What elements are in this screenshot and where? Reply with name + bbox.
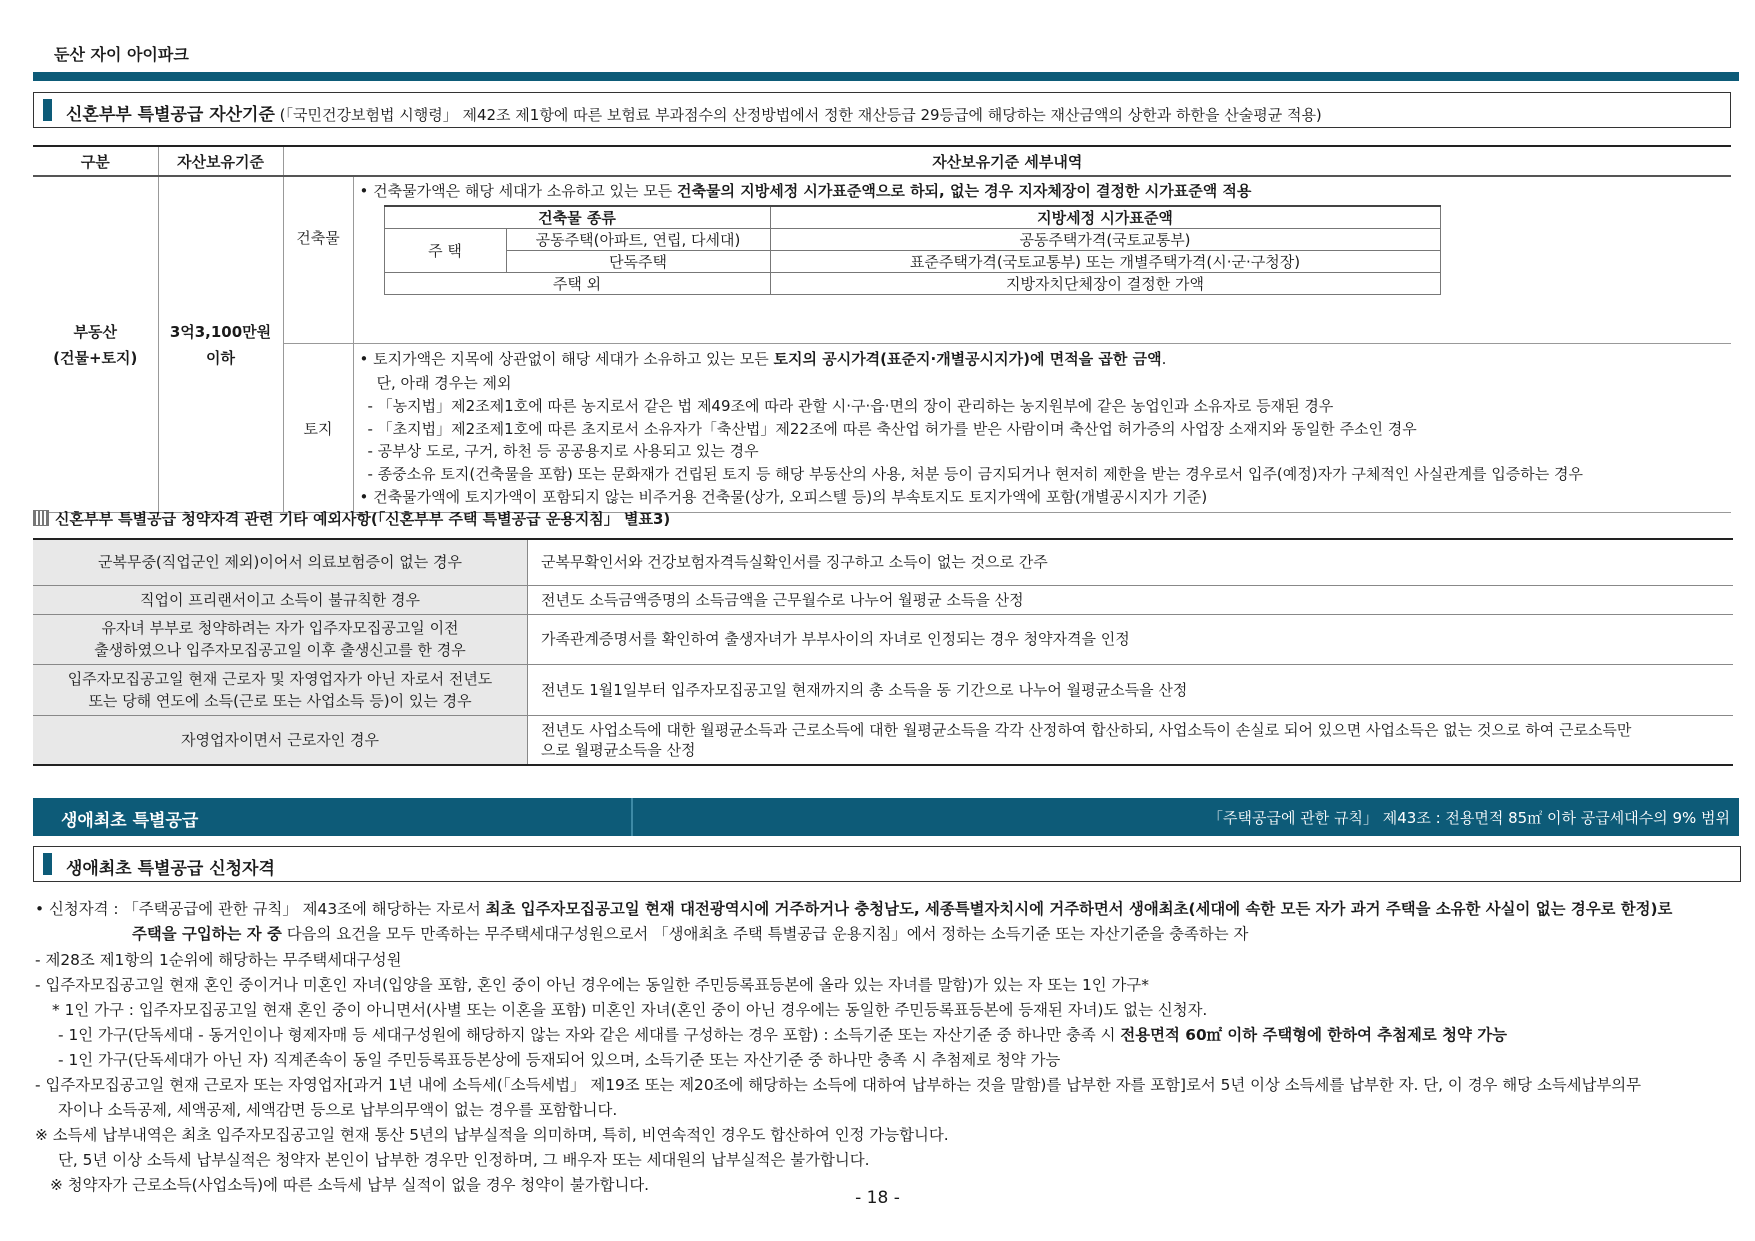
land-label: 토지 — [283, 344, 353, 513]
housing-label: 주 택 — [384, 229, 506, 273]
inner-row — [384, 273, 1440, 295]
building-description — [360, 180, 1252, 201]
inner-header-price: 지방세정 시가표준액 — [770, 206, 1440, 229]
table-row — [33, 585, 1733, 614]
eligibility-heading — [33, 846, 1741, 882]
building-type: 주택 외 — [384, 273, 770, 295]
page-number: - 18 - — [855, 1188, 900, 1208]
exception-rule: 전년도 소득금액증명의 소득금액을 근무월수로 나누어 월평균 소득을 산정 — [528, 585, 1734, 614]
exception-case: 입주자모집공고일 현재 근로자 및 자영업자가 아닌 자로서 전년도 또는 당해 연도에 소득(근로 또는 사업소득 등)이 있는 경우 — [33, 664, 528, 715]
eligibility-line: 단, 5년 이상 소득세 납부실적은 청약자 본인이 납부한 경우만 인정하며, 그 배우자 또는 세대원의 납부실적은 불가합니다. — [58, 1151, 870, 1169]
eligibility-line: - 1인 가구(단독세대가 아닌 자) 직계존속이 동일 주민등록표등본상에 등재되어 있으며, 소득기준 또는 자산기준 중 하나만 충족 시 추첨제로 청약 가능 — [58, 1051, 1061, 1069]
first-home-title: 생애최초 특별공급 — [61, 811, 199, 831]
exception-case: 유자녀 부부로 청약하려는 자가 입주자모집공고일 이전 출생하였으나 입주자모집공고일 이후 출생신고를 한 경우 — [33, 614, 528, 664]
exception-case: 직업이 프리랜서이고 소득이 불규칙한 경우 — [33, 585, 528, 614]
eligibility-line — [132, 922, 1248, 944]
table-row — [33, 614, 1733, 664]
building-detail-cell — [353, 176, 1731, 344]
table-header-row — [33, 146, 1731, 176]
eligibility-line: - 입주자모집공고일 현재 근로자 또는 자영업자[과거 1년 내에 소득세(「소득세법」 제19조 또는 제20조에 해당하는 소득에 대하여 납부하는 것을 말함)를 납부한 자를 포함]로서 5년 이상 소득세를 납부한 자. 단, 이 경우 해당 소득세납부의무 — [35, 1076, 1642, 1094]
exception-rule: 전년도 1월1일부터 입주자모집공고일 현재까지의 총 소득을 동 기간으로 나누어 월평균소득을 산정 — [528, 664, 1734, 715]
inner-row — [384, 229, 1440, 251]
standard-limit: 이하 — [206, 348, 235, 367]
table-row — [33, 664, 1733, 715]
building-price-table — [384, 205, 1441, 295]
eligibility-line: - 제28조 제1항의 1순위에 해당하는 무주택세대구성원 — [35, 951, 402, 969]
land-text: • 토지가액은 지목에 상관없이 해당 세대가 소유하고 있는 모든 — [359, 350, 774, 368]
top-rule — [33, 72, 1739, 81]
exception-case: 자영업자이면서 근로자인 경우 — [33, 715, 528, 765]
land-emphasis: 토지의 공시가격(표준지·개별공시지가)에 면적을 곱한 금액 — [773, 350, 1162, 368]
category-cell — [33, 176, 158, 513]
land-line: 단, 아래 경우는 제외 — [376, 374, 512, 392]
asset-section-heading — [33, 92, 1731, 128]
land-line — [360, 348, 1167, 369]
eligibility-heading-text: 생애최초 특별공급 신청자격 — [66, 859, 275, 879]
table-row — [33, 539, 1733, 585]
asset-heading-title: 신혼부부 특별공급 자산기준 — [66, 105, 275, 125]
eligibility-line — [35, 897, 1672, 919]
first-home-rule-note: 「주택공급에 관한 규칙」 제43조 : 전용면적 85㎡ 이하 공급세대수의 9% 범위 — [1208, 809, 1730, 827]
table-row — [33, 715, 1733, 765]
exception-rule: 가족관계증명서를 확인하여 출생자녀가 부부사이의 자녀로 인정되는 경우 청약자격을 인정 — [528, 614, 1734, 664]
heading-accent-bar — [43, 99, 52, 121]
category-sub: (건물+토지) — [53, 348, 138, 367]
inner-row — [384, 251, 1440, 273]
heading-accent-bar — [43, 853, 52, 875]
land-row — [33, 344, 1731, 513]
building-label: 건축물 — [283, 176, 353, 344]
inner-header-row — [384, 206, 1440, 229]
asset-heading-note: (「국민건강보험법 시행령」 제42조 제1항에 따른 보험료 부과점수의 산정방법에서 정한 재산등급 29등급에 해당하는 재산금액의 상한과 하한을 산술평균 적용) — [274, 106, 1322, 124]
paragraph-emphasis: 전용면적 60㎡ 이하 주택형에 한하여 추첨제로 청약 가능 — [1120, 1026, 1507, 1044]
eligibility-line: * 1인 가구 : 입주자모집공고일 현재 혼인 중이 아니면서(사별 또는 이혼을 포함) 미혼인 자녀(혼인 중이 아닌 경우에는 동일한 주민등록표등본에 등재된 자녀)도 없는 신청자. — [52, 1001, 1208, 1019]
building-price: 지방자치단체장이 결정한 가액 — [770, 273, 1440, 295]
bar-divider — [631, 798, 633, 836]
col-header-detail: 자산보유기준 세부내역 — [283, 146, 1731, 176]
paragraph-text: • 신청자격 : 「주택공급에 관한 규칙」 제43조에 해당하는 자로서 — [35, 900, 486, 918]
category-name: 부동산 — [73, 322, 117, 341]
standard-amount: 3억3,100만원 — [169, 322, 272, 341]
land-line: - 종중소유 토지(건축물을 포함) 또는 문화재가 건립된 토지 등 해당 부동산의 사용, 처분 등이 금지되거나 현저히 제한을 받는 경우로서 입주(예정)자가 구체적인 사실관계를 입증하는 경우 — [367, 465, 1584, 483]
land-text: . — [1161, 350, 1167, 368]
paragraph-text: - 1인 가구(단독세대 - 동거인이나 형제자매 등 세대구성원에 해당하지 않는 자와 같은 세대를 구성하는 경우 포함) : 소득기준 또는 자산기준 중 하나만 충족 시 — [58, 1026, 1121, 1044]
exception-rule: 전년도 사업소득에 대한 월평균소득과 근로소득에 대한 월평균소득을 각각 산정하여 합산하되, 사업소득이 손실로 되어 있으면 사업소득은 없는 것으로 하여 근로소득만 으로 월평균소득을 산정 — [528, 715, 1734, 765]
exception-rule: 군복무확인서와 건강보험자격득실확인서를 징구하고 소득이 없는 것으로 간주 — [528, 539, 1734, 585]
building-desc-text: • 건축물가액은 해당 세대가 소유하고 있는 모든 — [359, 182, 678, 200]
eligibility-line: ※ 청약자가 근로소득(사업소득)에 따른 소득세 납부 실적이 없을 경우 청약이 불가합니다. — [50, 1176, 650, 1194]
exceptions-table — [33, 538, 1733, 766]
building-type: 공동주택(아파트, 연립, 다세대) — [506, 229, 770, 251]
land-line: • 건축물가액에 토지가액이 포함되지 않는 비주거용 건축물(상가, 오피스텔 등)의 부속토지도 토지가액에 포함(개별공시지가 기준) — [359, 488, 1208, 506]
standard-cell — [158, 176, 283, 513]
land-line: - 「초지법」제2조제1호에 따른 초지로서 소유자가「축산법」제22조에 따른 축산업 허가를 받은 사람이며 축산업 허가증의 사업장 소재지와 동일한 주소인 경우 — [367, 420, 1417, 438]
col-header-category: 구분 — [33, 146, 158, 176]
first-home-section-bar — [33, 798, 1739, 836]
building-desc-emphasis: 건축물의 지방세정 시가표준액으로 하되, 없는 경우 지자체장이 결정한 시가표준액 적용 — [677, 182, 1252, 200]
land-line: - 「농지법」제2조제1호에 따른 농지로서 같은 법 제49조에 따라 관할 시·구·읍·면의 장이 관리하는 농지원부에 같은 농업인과 소유자로 등재된 경우 — [367, 397, 1334, 415]
exceptions-heading — [33, 508, 670, 529]
building-type: 단독주택 — [506, 251, 770, 273]
land-detail-cell — [353, 344, 1731, 513]
hatched-square-icon — [33, 510, 49, 526]
exception-case: 군복무중(직업군인 제외)이어서 의료보험증이 없는 경우 — [33, 539, 528, 585]
building-price: 공동주택가격(국토교통부) — [770, 229, 1440, 251]
inner-header-type: 건축물 종류 — [384, 206, 770, 229]
asset-standard-table — [33, 145, 1731, 513]
land-line: - 공부상 도로, 구거, 하천 등 공공용지로 사용되고 있는 경우 — [367, 442, 759, 460]
col-header-standard: 자산보유기준 — [158, 146, 283, 176]
eligibility-line: - 입주자모집공고일 현재 혼인 중이거나 미혼인 자녀(입양을 포함, 혼인 중이 아닌 경우에는 동일한 주민등록표등본에 올라 있는 자녀를 말함)가 있는 자 또는 1인 가구* — [35, 976, 1149, 994]
paragraph-emphasis: 주택을 구입하는 자 중 — [132, 925, 282, 943]
building-price: 표준주택가격(국토교통부) 또는 개별주택가격(시·군·구청장) — [770, 251, 1440, 273]
paragraph-text: 다음의 요건을 모두 만족하는 무주택세대구성원으로서 「생애최초 주택 특별공급 운용지침」에서 정하는 소득기준 또는 자산기준을 충족하는 자 — [281, 925, 1249, 943]
eligibility-line: ※ 소득세 납부내역은 최초 입주자모집공고일 현재 통산 5년의 납부실적을 의미하며, 특히, 비연속적인 경우도 합산하여 인정 가능합니다. — [35, 1126, 949, 1144]
building-row — [33, 176, 1731, 344]
paragraph-emphasis: 최초 입주자모집공고일 현재 대전광역시에 거주하거나 충청남도, 세종특별자치시에 거주하면서 생애최초(세대에 속한 모든 자가 과거 주택을 소유한 사실이 없는 경우로 한정)로 — [485, 900, 1673, 918]
eligibility-line — [58, 1023, 1507, 1045]
eligibility-line: 자이나 소득공제, 세액공제, 세액감면 등으로 납부의무액이 없는 경우를 포함합니다. — [58, 1101, 618, 1119]
exceptions-heading-text: 신혼부부 특별공급 청약자격 관련 기타 예외사항(「신혼부부 주택 특별공급 운용지침」 별표3) — [55, 510, 671, 528]
document-title: 둔산 자이 아이파크 — [54, 45, 189, 64]
